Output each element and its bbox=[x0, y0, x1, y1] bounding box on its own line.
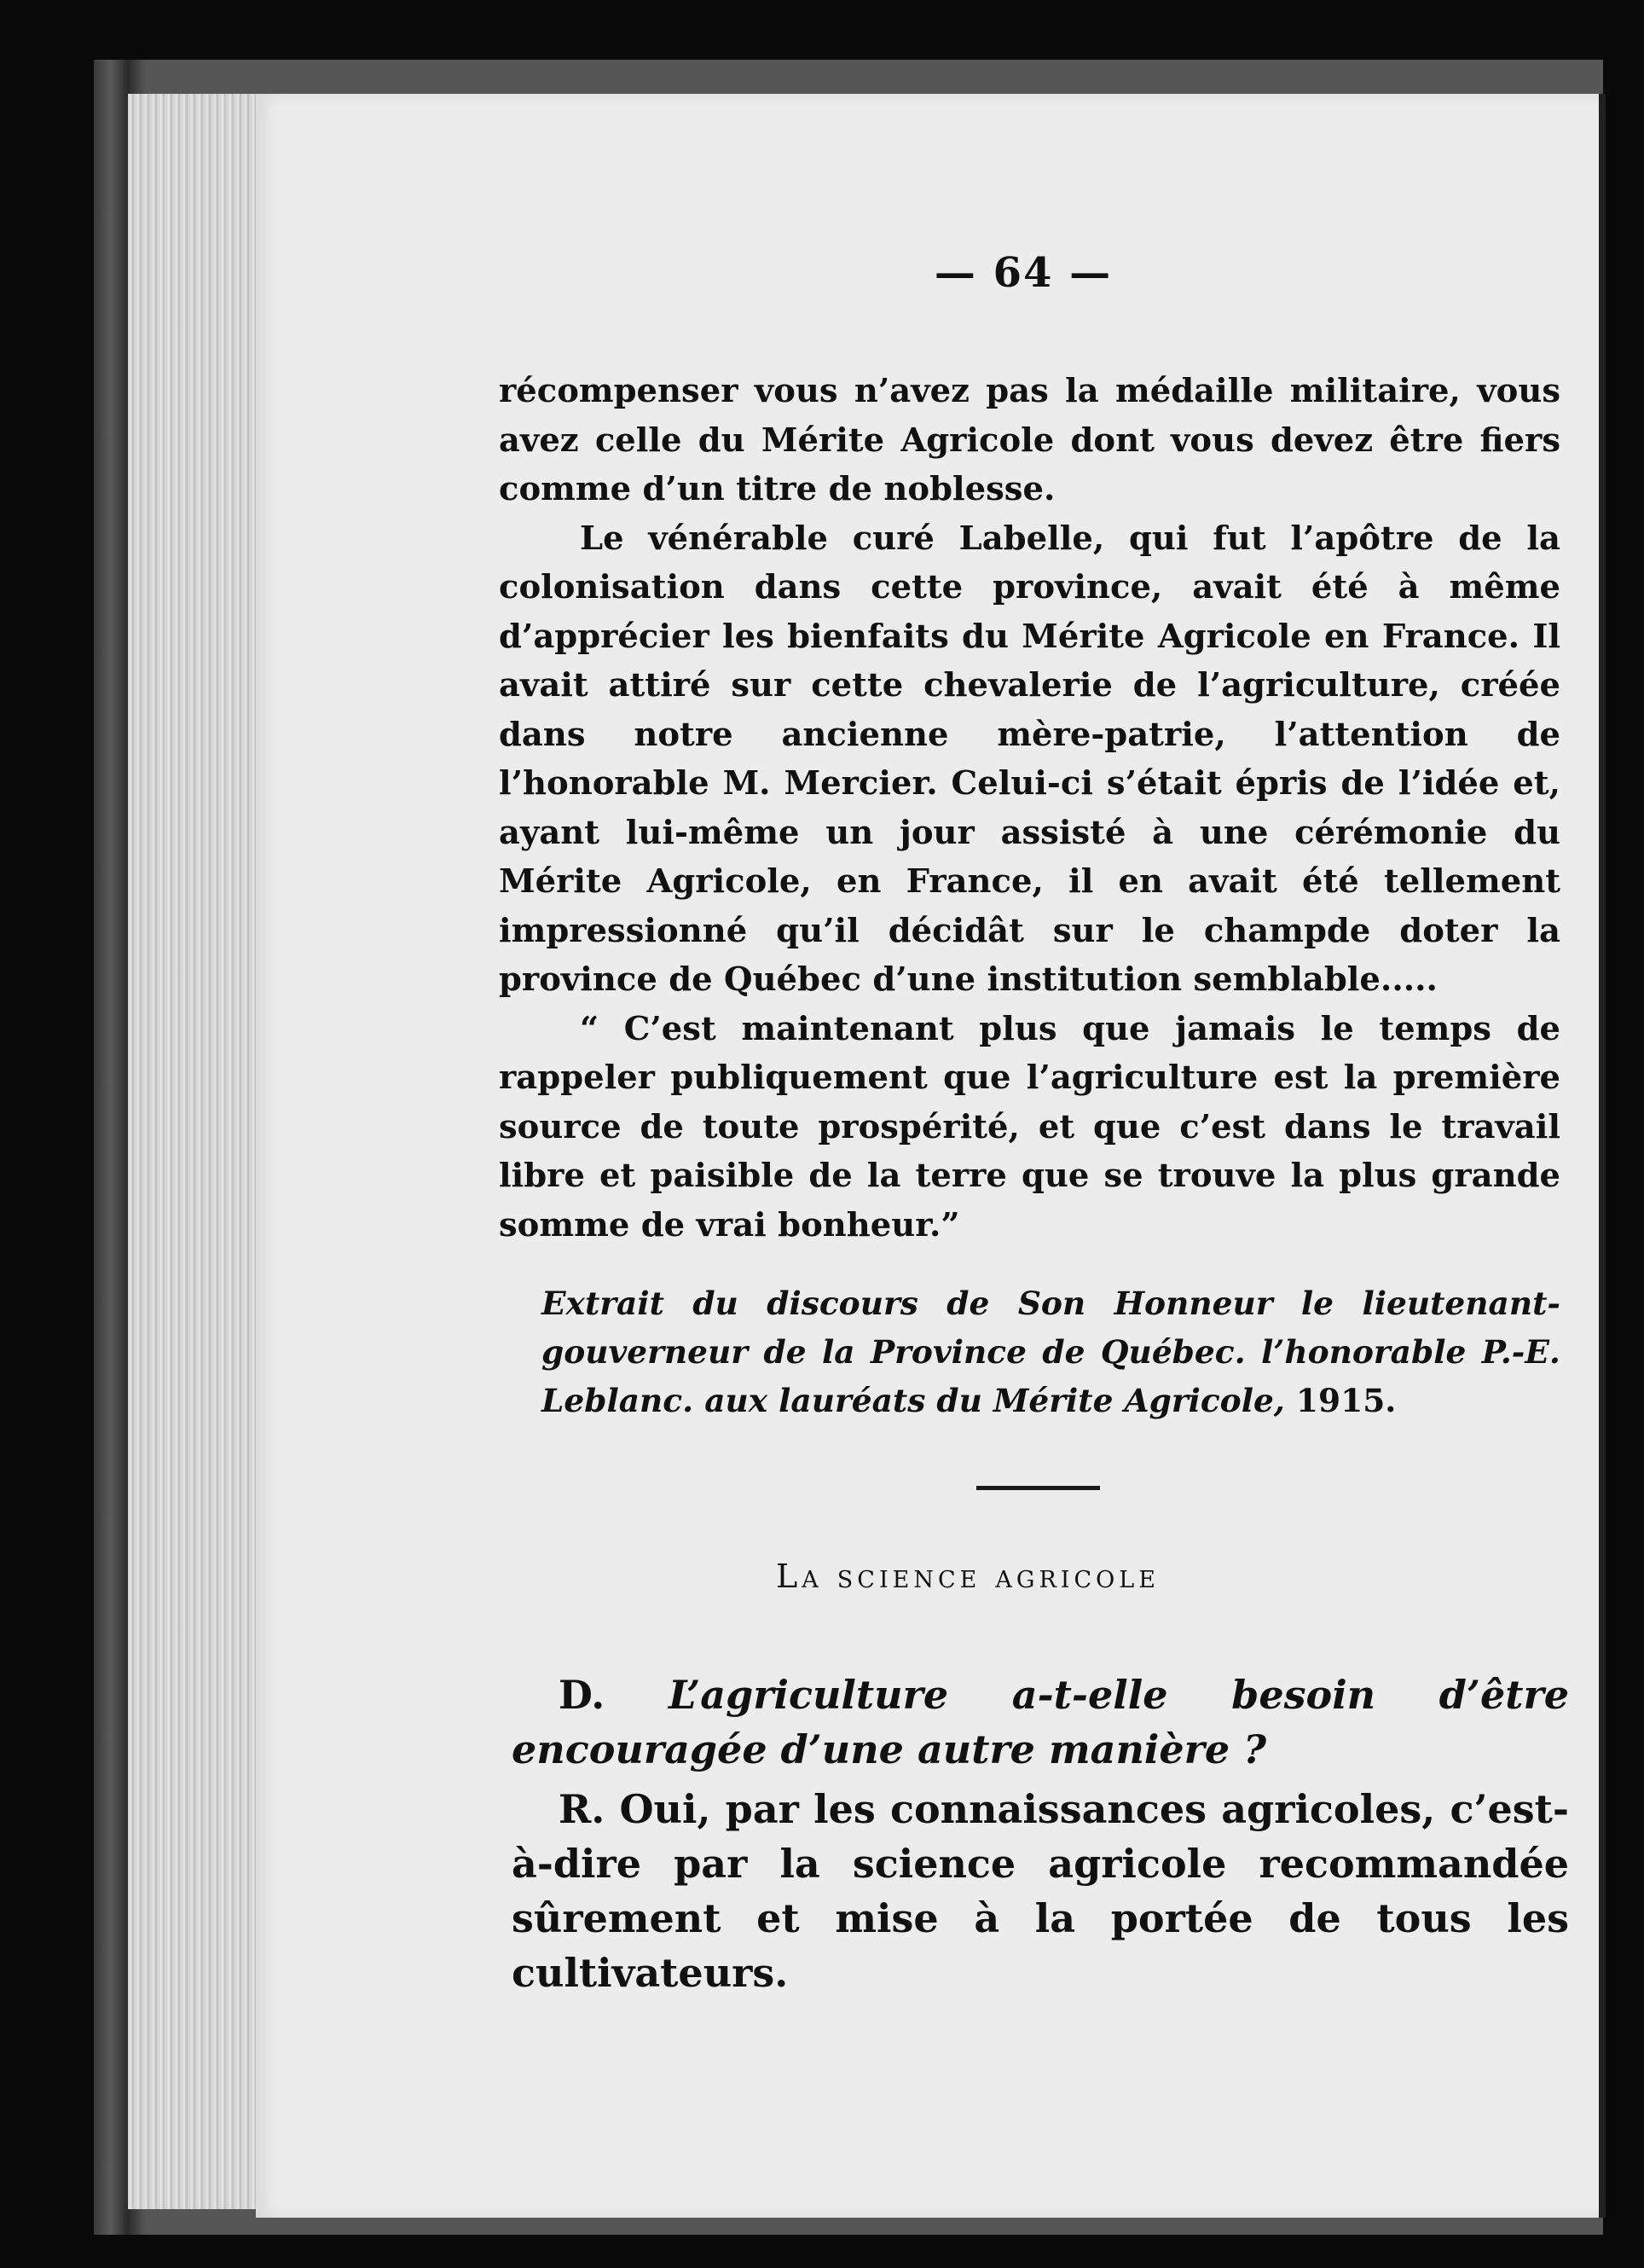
attribution-year: 1915. bbox=[1284, 1382, 1397, 1419]
answer bbox=[512, 1782, 1569, 2000]
page-number: — 64 — bbox=[934, 249, 1113, 297]
page-stack-edge bbox=[128, 94, 264, 2209]
question bbox=[512, 1668, 1569, 1777]
body-text bbox=[499, 367, 1560, 1250]
answer-text: Oui, par les connaissances agricoles, c’est-à-dire par la science agricole recommandée sûrement et mise à la portée de tous les cultivateurs. bbox=[512, 1786, 1569, 1996]
section-divider bbox=[976, 1486, 1100, 1490]
paragraph-1: récompenser vous n’avez pas la médaille militaire, vous avez celle du Mérite Agricole dont vous devez être fiers comme d’un titre de noblesse. bbox=[499, 372, 1560, 508]
speech-attribution bbox=[541, 1279, 1560, 1425]
attribution-text: Extrait du discours de Son Honneur le lieutenant-gouverneur de la Province de Québec. l’honorable P.-E. Leblanc. aux lauréats du Mérite Agricole, bbox=[541, 1285, 1560, 1419]
answer-marker: R. bbox=[559, 1786, 605, 1832]
question-marker: D. bbox=[559, 1672, 605, 1718]
section-title: La science agricole bbox=[776, 1557, 1160, 1595]
paragraph-2: Le vénérable curé Labelle, qui fut l’apôtre de la colonisation dans cette province, avait été à même d’apprécier les bienfaits du Mérite Agricole en France. Il avait attiré sur cette chevalerie de l’agriculture, créée dans notre ancienne mère-patrie, l’attention de l’honorable M. Mercier. Celui-ci s’était épris de l’idée et, ayant lui-même un jour assisté à une cérémonie du Mérite Agricole, en France, il en avait été tellement impressionné qu’il décidât sur le champde doter la province de Québec d’une institution semblable..... bbox=[499, 519, 1560, 999]
question-text: L’agriculture a-t-elle besoin d’être encouragée d’une autre manière ? bbox=[512, 1672, 1569, 1772]
page-right-shadow bbox=[1599, 94, 1606, 2218]
paragraph-3: “ C’est maintenant plus que jamais le temps de rappeler publiquement que l’agriculture est la première source de toute prospérité, et que c’est dans le travail libre et paisible de la terre que se trouve la plus grande somme de vrai bonheur.” bbox=[499, 1009, 1560, 1244]
question-answer bbox=[512, 1668, 1569, 2000]
